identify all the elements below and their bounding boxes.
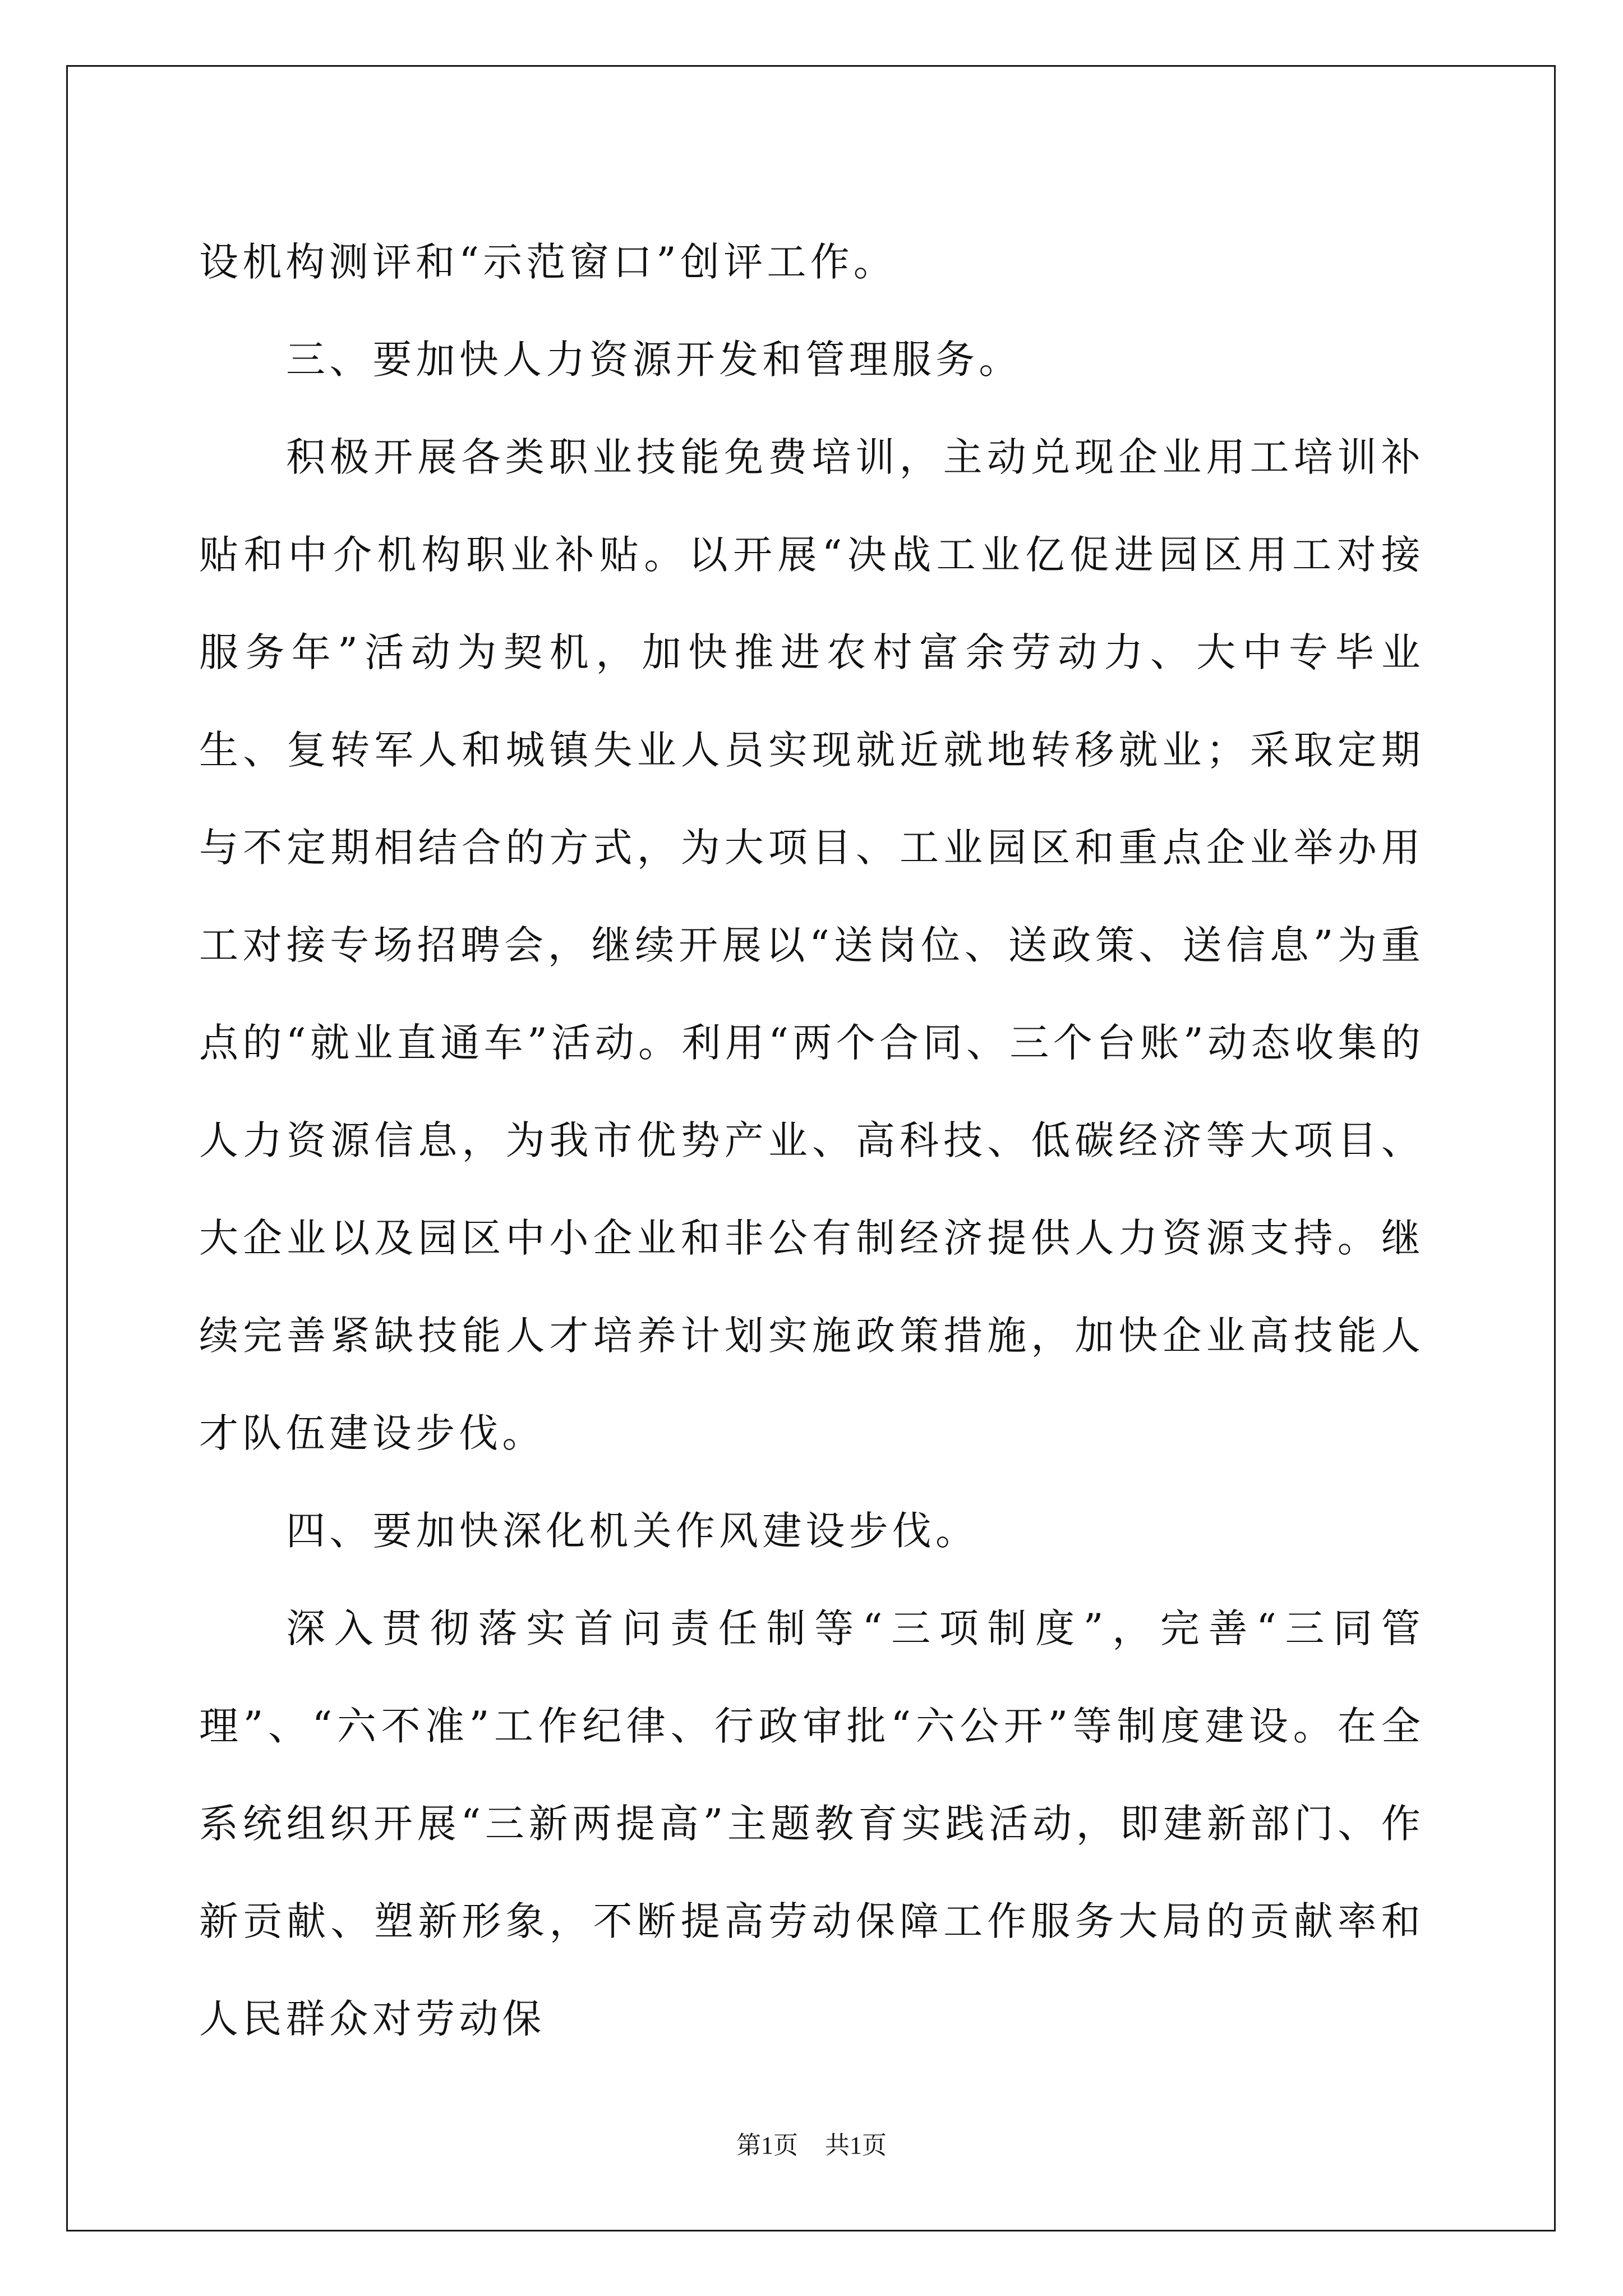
paragraph-hr-development: 积极开展各类职业技能免费培训，主动兑现企业用工培训补贴和中介机构职业补贴。以开展“决战工业亿促进园区用工对接服务年”活动为契机，加快推进农村富余劳动力、大中专毕业生、复转军人和城镇失业人员实现就近就地转移就业；采取定期与不定期相结合的方式，为大项目、工业园区和重点企业举办用工对接专场招聘会，继续开展以“送岗位、送政策、送信息”为重点的“就业直通车”活动。利用“两个合同、三个台账”动态收集的人力资源信息，为我市优势产业、高科技、低碳经济等大项目、大企业以及园区中小企业和非公有制经济提供人力资源支持。继续完善紧缺技能人才培养计划实施政策措施，加快企业高技能人才队伍建设步伐。 [199,434,1424,1456]
section-heading-four: 四、要加快深化机关作风建设步伐。 [286,1508,979,1554]
page-total: 共1页 [825,2132,887,2159]
page-number: 第1页 [736,2132,798,2159]
document-body [199,213,1424,2068]
section-heading-three: 三、要加快人力资源开发和管理服务。 [286,337,1022,383]
paragraph-continuation: 设机构测评和“示范窗口”创评工作。 [199,239,897,285]
page-footer [0,2125,1623,2161]
paragraph-work-style: 深入贯彻落实首问责任制等“三项制度”，完善“三同管理”、“六不准”工作纪律、行政审批“六公开”等制度建设。在全系统组织开展“三新两提高”主题教育实践活动，即建新部门、作新贡献、塑新形象，不断提高劳动保障工作服务大局的贡献率和人民群众对劳动保 [199,1605,1424,2042]
